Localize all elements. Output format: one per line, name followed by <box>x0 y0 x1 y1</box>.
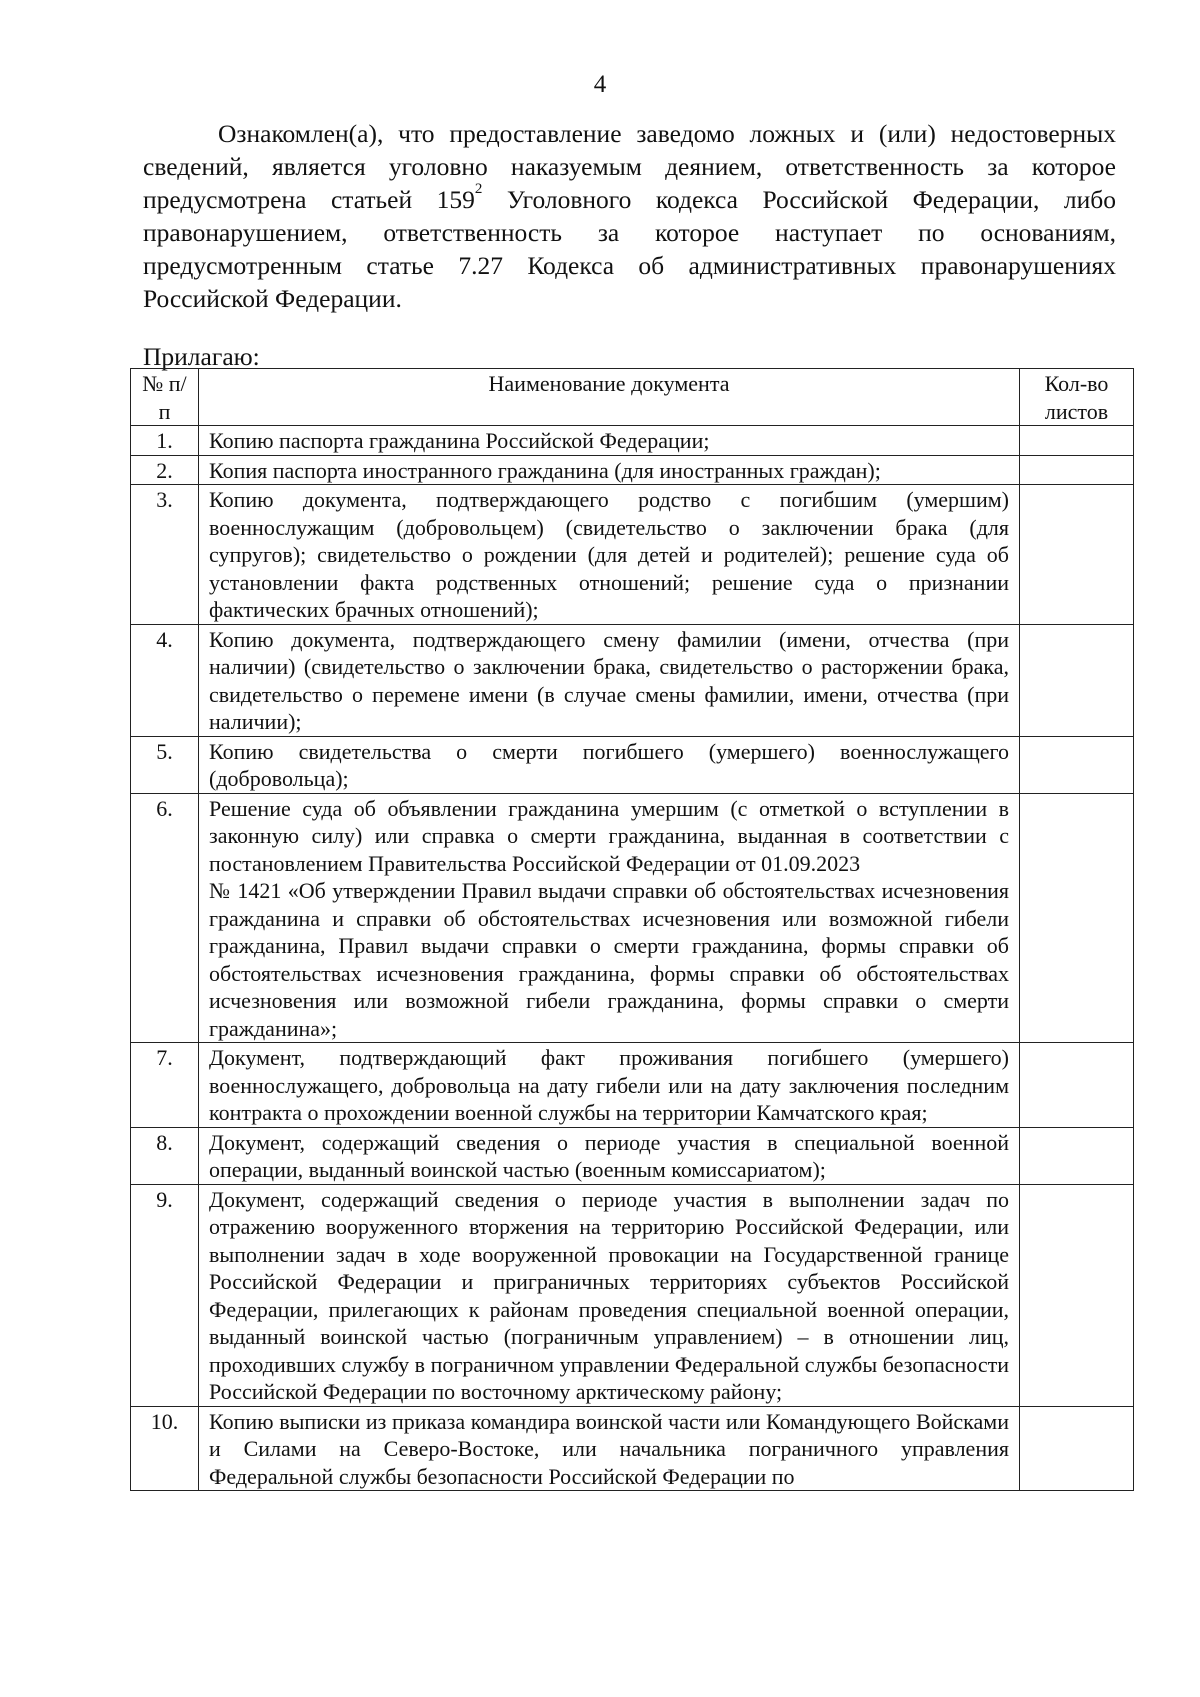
header-number: № п/п <box>131 369 199 426</box>
acknowledgement-paragraph <box>143 117 1116 315</box>
row-number: 3. <box>131 485 199 625</box>
header-document-name: Наименование документа <box>199 369 1020 426</box>
row-document: Копию паспорта гражданина Российской Федерации; <box>199 426 1020 456</box>
table-row <box>131 1127 1134 1184</box>
row-document: Копию выписки из приказа командира воинской части или Командующего Войсками и Силами на Северо-Востоке, или начальника пограничного управления Федеральной службы безопасности Российской Федерации по <box>199 1406 1020 1491</box>
row-document: Копию документа, подтверждающего смену фамилии (имени, отчества (при наличии) (свидетельство о заключении брака, свидетельство о расторжении брака, свидетельство о перемене имени (в случае смены фамилии, имени, отчества (при наличии); <box>199 624 1020 736</box>
row-document: Копию свидетельства о смерти погибшего (умершего) военнослужащего (добровольца); <box>199 736 1020 793</box>
row-document-text: Решение суда об объявлении гражданина умершим (с отметкой о вступлении в законную силу) или справка о смерти гражданина, выданная в соответствии с постановлением Правительства Российской Федерации от 01.09.2023 <box>209 795 1009 876</box>
row-document: Документ, содержащий сведения о периоде участия в специальной военной операции, выданный воинской частью (военным комиссариатом); <box>199 1127 1020 1184</box>
table-row <box>131 455 1134 485</box>
row-document <box>199 793 1020 1043</box>
paragraph-text-1: Ознакомлен(а), что предоставление заведомо ложных и (или) недостоверных сведений, является уголовно наказуемым деянием, ответственность за которое предусмотрена статьей 159 <box>143 119 1116 214</box>
row-document: Копия паспорта иностранного гражданина (для иностранных граждан); <box>199 455 1020 485</box>
row-sheet-count[interactable] <box>1020 1043 1134 1128</box>
row-number: 9. <box>131 1184 199 1406</box>
header-sheet-count: Кол-во листов <box>1020 369 1134 426</box>
paragraph-text-2: Уголовного кодекса Российской Федерации, либо правонарушением, ответственность за которое наступает по основаниям, предусмотренным статье 7.27 Кодекса об административных правонарушениях Российской Федерации. <box>143 185 1116 313</box>
table-header-row <box>131 369 1134 426</box>
table-row <box>131 793 1134 1043</box>
row-number: 6. <box>131 793 199 1043</box>
table-row <box>131 624 1134 736</box>
row-sheet-count[interactable] <box>1020 455 1134 485</box>
page-number: 4 <box>593 71 607 98</box>
row-sheet-count[interactable] <box>1020 624 1134 736</box>
row-document-text-continued: № 1421 «Об утверждении Правил выдачи справки об обстоятельствах исчезновения гражданина и справки об обстоятельствах исчезновения или возможной гибели гражданина, Правил выдачи справки о смерти гражданина, формы справки об обстоятельствах исчезновения гражданина, формы справки об обстоятельствах исчезновения или возможной гибели гражданина, формы справки о смерти гражданина»; <box>209 878 1009 1041</box>
row-number: 5. <box>131 736 199 793</box>
article-superscript: 2 <box>474 181 483 197</box>
row-number: 10. <box>131 1406 199 1491</box>
row-number: 8. <box>131 1127 199 1184</box>
row-number: 4. <box>131 624 199 736</box>
table-row <box>131 1406 1134 1491</box>
row-sheet-count[interactable] <box>1020 485 1134 625</box>
table-row <box>131 485 1134 625</box>
row-document: Копию документа, подтверждающего родство с погибшим (умершим) военнослужащим (добровольцем) (свидетельство о заключении брака (для супругов); свидетельство о рождении (для детей и родителей); решение суда об установлении факта родственных отношений; решение суда о признании фактических брачных отношений); <box>199 485 1020 625</box>
row-sheet-count[interactable] <box>1020 736 1134 793</box>
row-sheet-count[interactable] <box>1020 1184 1134 1406</box>
table-row <box>131 1184 1134 1406</box>
row-sheet-count[interactable] <box>1020 1406 1134 1491</box>
row-number: 2. <box>131 455 199 485</box>
row-sheet-count[interactable] <box>1020 793 1134 1043</box>
documents-table <box>130 368 1134 1491</box>
row-document: Документ, подтверждающий факт проживания погибшего (умершего) военнослужащего, добровольца на дату гибели или на дату заключения последним контракта о прохождении военной службы на территории Камчатского края; <box>199 1043 1020 1128</box>
row-number: 1. <box>131 426 199 456</box>
row-document: Документ, содержащий сведения о периоде участия в выполнении задач по отражению вооруженного вторжения на территорию Российской Федерации, или выполнении задач в ходе вооруженной провокации на Государственной границе Российской Федерации и приграничных территориях субъектов Российской Федерации, прилегающих к районам проведения специальной военной операции, выданный воинской частью (пограничным управлением) – в отношении лиц, проходивших службу в пограничном управлении Федеральной службы безопасности Российской Федерации по восточному арктическому району; <box>199 1184 1020 1406</box>
row-sheet-count[interactable] <box>1020 426 1134 456</box>
table-row <box>131 1043 1134 1128</box>
row-sheet-count[interactable] <box>1020 1127 1134 1184</box>
row-number: 7. <box>131 1043 199 1128</box>
attachments-label: Прилагаю: <box>143 342 260 371</box>
table-row <box>131 426 1134 456</box>
table-row <box>131 736 1134 793</box>
